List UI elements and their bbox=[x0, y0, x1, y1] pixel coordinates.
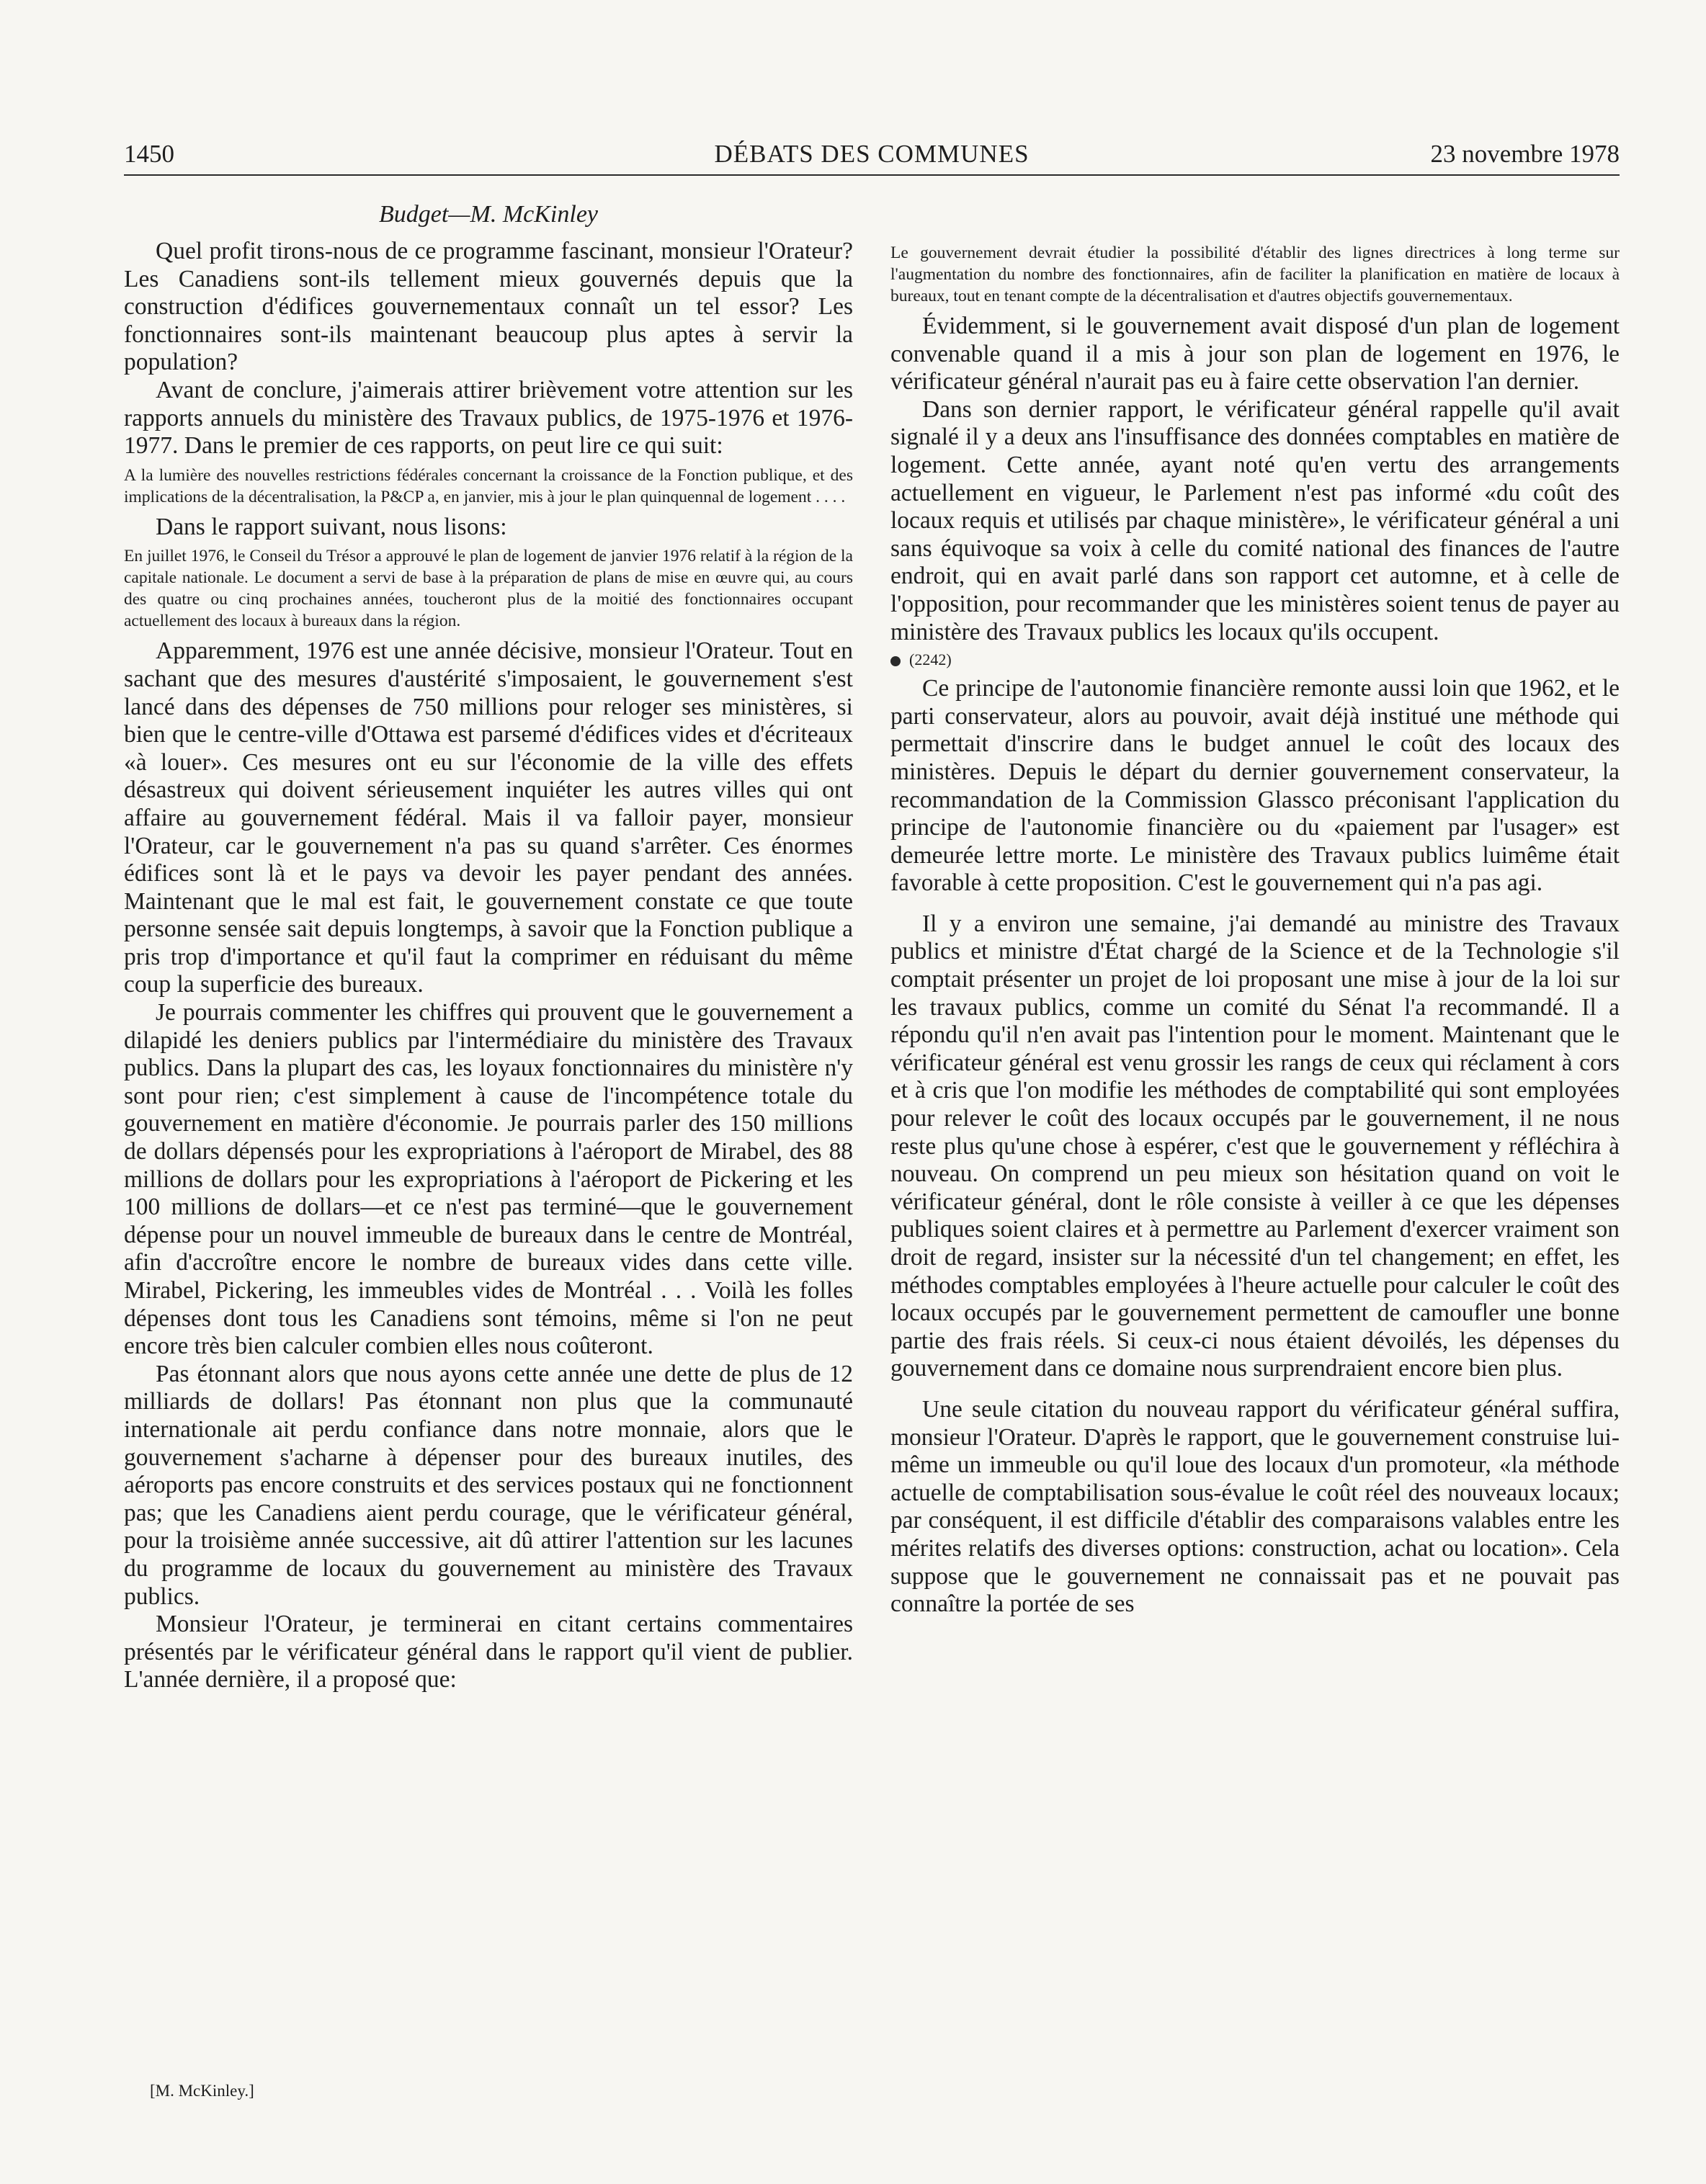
paragraph: Une seule citation du nouveau rapport du vérificateur général suffira, monsieur l'Orateur. D'après le rapport, que le gouvernement construise lui-même un immeuble ou qu'il loue des locaux d'un promoteur, «la méthode actuelle de comptabilisation sous-évalue le coût réel des nouveaux locaux; par conséquent, il est difficile d'établir des comparaisons valables entre les mérites relatifs des diverses options: construction, achat ou location». Cela suppose que le gouvernement ne connaissait pas et ne pouvait pas connaître la portée de ses bbox=[890, 1395, 1620, 1618]
left-column bbox=[124, 200, 853, 1694]
quoted-passage: En juillet 1976, le Conseil du Trésor a approuvé le plan de logement de janvier 1976 relatif à la région de la capitale nationale. Le document a servi de base à la préparation de plans de mise en œuvre qui, au cours des quatre ou cinq prochaines années, toucheront plus de la moitié des fonctionnaires occupant actuellement des locaux à bureaux dans la région. bbox=[124, 547, 853, 631]
left-column-text bbox=[124, 238, 853, 1694]
speaker-byline: [M. McKinley.] bbox=[150, 2082, 254, 2100]
paragraph: Il y a environ une semaine, j'ai demandé au ministre des Travaux publics et ministre d'État chargé de la Science et de la Technologie s'il comptait présenter un projet de loi proposant une mise à jour de la loi sur les travaux publics, comme un comité du Sénat l'a recommandé. Il a répondu qu'il n'en avait pas l'intention pour le moment. Maintenant que le vérificateur général est venu grossir les rangs de ceux qui réclament à cors et à cris que l'on modifie les méthodes de comptabilité qui sont employées pour relever le coût des locaux occupés par le gouvernement, il ne nous reste plus qu'une chose à espérer, c'est que le gouvernement y réfléchira à nouveau. On comprend un peu mieux son hésitation quand on voit le vérificateur général, dont le rôle consiste à veiller à ce que les dépenses publiques soient claires et à permettre au Parlement d'exercer vraiment son droit de regard, insister sur la nécessité d'un tel changement; en effet, les méthodes comptables employées à l'heure actuelle pour calculer le coût des locaux occupés par le gouvernement permettent de camoufler une bonne partie des frais réels. Si ceux-ci nous étaient dévoilés, les dépenses du gouvernement dans ce domaine nous surprendraient encore bien plus. bbox=[890, 910, 1620, 1382]
paragraph: Apparemment, 1976 est une année décisive, monsieur l'Orateur. Tout en sachant que des mesures d'austérité s'imposaient, le gouvernement s'est lancé dans des dépenses de 750 millions pour reloger ses ministères, si bien que le centre-ville d'Ottawa est parsemé d'édifices vides et d'écriteaux «à louer». Ces mesures ont eu sur l'économie de la ville des effets désastreux qui doivent sérieusement inquiéter les autres villes qui ont affaire au gouvernement fédéral. Mais il va falloir payer, monsieur l'Orateur, car le gouvernement n'a pas su quand s'arrêter. Ces énormes édifices sont là et le pays va devoir les payer pendant des années. Maintenant que le mal est fait, le gouvernement constate ce que toute personne sensée sait depuis longtemps, à savoir que la Fonction publique a pris trop d'importance et qu'il faut la comprimer en réduisant du même coup la superficie des bureaux. bbox=[124, 637, 853, 998]
paragraph: Quel profit tirons-nous de ce programme fascinant, monsieur l'Orateur? Les Canadiens sont-ils tellement mieux gouvernés depuis que la construction d'édifices gouvernementaux connaît un tel essor? Les fonctionnaires sont-ils maintenant beaucoup plus aptes à servir la population? bbox=[124, 238, 853, 376]
right-column-text bbox=[890, 242, 1620, 1619]
paragraph: Je pourrais commenter les chiffres qui prouvent que le gouvernement a dilapidé les deniers publics par l'intermédiaire du ministère des Travaux publics. Dans la plupart des cas, les loyaux fonctionnaires du ministère n'y sont pour rien; c'est simplement à cause de l'incompétence totale du gouvernement en matière d'économie. Je pourrais parler des 150 millions de dollars dépensés pour les expropriations à l'aéroport de Mirabel, des 88 millions de dollars pour les expropriations à l'aéroport de Pickering et les 100 millions de dollars—et ce n'est pas terminé—que le gouvernement dépense pour un nouvel immeuble de bureaux dans le centre de Montréal, afin d'accroître encore le nombre de bureaux vides dans cette ville. Mirabel, Pickering, les immeubles vides de Montréal . . . Voilà les folles dépenses dont tous les Canadiens sont témoins, même si l'on ne peut encore très bien calculer combien elles nous coûteront. bbox=[124, 999, 853, 1360]
issue-date: 23 novembre 1978 bbox=[1430, 140, 1620, 168]
paragraph: Dans le rapport suivant, nous lisons: bbox=[156, 513, 507, 540]
paragraph: Ce principe de l'autonomie financière remonte aussi loin que 1962, et le parti conservateur, alors au pouvoir, avait déjà institué une méthode qui permettait d'inscrire dans le budget annuel le coût des locaux des ministères. Depuis le départ du dernier gouvernement conservateur, la recommandation de la Commission Glassco préconisant l'application du principe de l'autonomie financière ou du «paiement par l'usager» est demeurée lettre morte. Le ministère des Travaux publics luimême était favorable à cette proposition. C'est le gouvernement qui n'a pas agi. bbox=[890, 675, 1620, 897]
publication-title: DÉBATS DES COMMUNES bbox=[714, 140, 1030, 168]
page-number: 1450 bbox=[124, 140, 174, 168]
paragraph: Dans son dernier rapport, le vérificateur général rappelle qu'il avait signalé il y a deux ans l'insuffisance des données comptables en matière de logement. Cette année, ayant noté qu'en vertu des arrangements actuellement en vigueur, le Parlement n'est pas informé «du coût des locaux requis et utilisés par chaque ministère», le vérificateur général a uni sans équivoque sa voix à celle du comité national des finances de l'autre endroit, qui en avait parlé dans son rapport cet automne, et à celle de l'opposition, pour recommander que les ministères soient tenus de payer au ministère des Travaux publics les locaux qu'ils occupent. bbox=[890, 395, 1620, 645]
time-marker bbox=[890, 648, 1620, 672]
quoted-passage: Le gouvernement devrait étudier la possibilité d'établir des lignes directrices à long terme sur l'augmentation du nombre des fonctionnaires, afin de faciliter la planification en matière de locaux à bureaux, tout en tenant compte de la décentralisation et d'autres objectifs gouvernementaux. bbox=[890, 243, 1620, 305]
running-head: Budget—M. McKinley bbox=[378, 201, 599, 228]
paragraph: Avant de conclure, j'aimerais attirer brièvement votre attention sur les rapports annuels du ministère des Travaux publics, de 1975-1976 et 1976-1977. Dans le premier de ces rapports, on peut lire ce qui suit: bbox=[124, 376, 853, 460]
right-column bbox=[890, 238, 1620, 1619]
time-marker-text: (2242) bbox=[909, 650, 952, 669]
paragraph: Pas étonnant alors que nous ayons cette année une dette de plus de 12 milliards de dollars! Pas étonnant non plus que la communauté internationale ait perdu confiance dans notre monnaie, alors que le gouvernement s'acharne à dépenser pour des bureaux inutiles, des aéroports pas encore construits et des services postaux qui ne fonctionnent pas; que les Canadiens aient perdu courage, que le vérificateur général, pour la troisième année successive, ait dû attirer l'attention sur les lacunes du programme de locaux du gouvernement au ministère des Travaux publics. bbox=[124, 1360, 853, 1610]
paragraph: Évidemment, si le gouvernement avait disposé d'un plan de logement convenable quand il a mis à jour son plan de logement en 1976, le vérificateur général n'aurait pas eu à faire cette observation l'an dernier. bbox=[890, 313, 1620, 395]
bullet-icon bbox=[890, 656, 901, 666]
paragraph: Monsieur l'Orateur, je terminerai en citant certains commentaires présentés par le vérificateur général dans le rapport qu'il vient de publier. L'année dernière, il a proposé que: bbox=[124, 1611, 853, 1693]
page-header bbox=[124, 138, 1620, 176]
quoted-passage: A la lumière des nouvelles restrictions fédérales concernant la croissance de la Fonction publique, et des implications de la décentralisation, la P&CP a, en janvier, mis à jour le plan quinquennal de logement . . . . bbox=[124, 465, 853, 506]
